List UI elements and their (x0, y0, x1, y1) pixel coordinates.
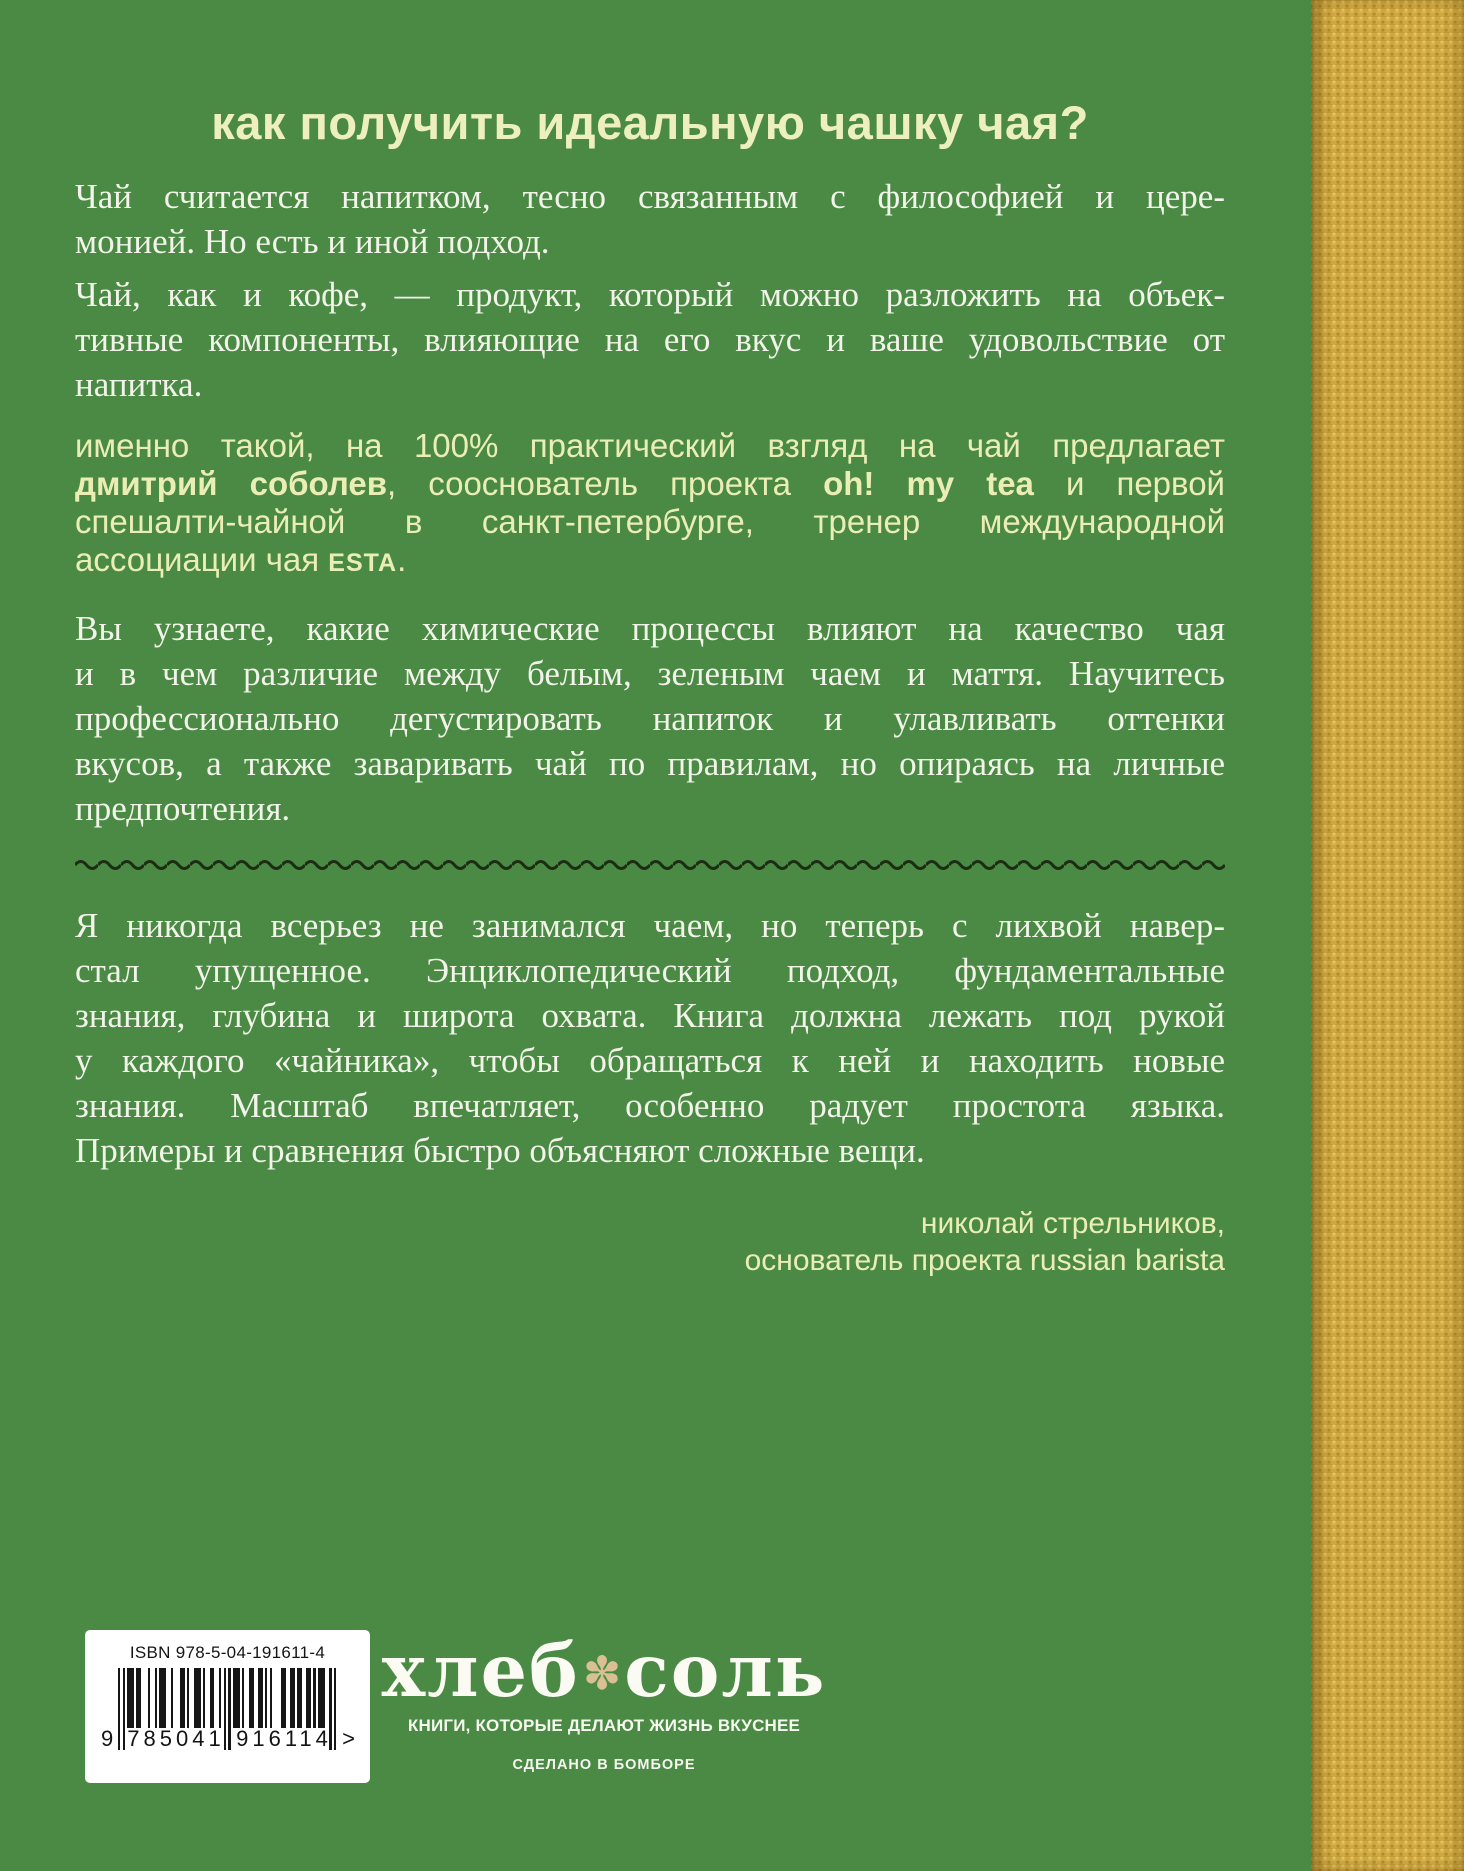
cover-text-column (75, 0, 1225, 1279)
attribution-role: основатель проекта russian barista (744, 1244, 1225, 1277)
benefits-line: профессионально дегустировать напиток и улавливать оттенки (75, 699, 1225, 738)
review-quote (75, 903, 1225, 1173)
intro-paragraph-2 (75, 272, 1225, 407)
cover-headline: как получить идеальную чашку чая? (211, 96, 1089, 149)
isbn-label: ISBN 978-5-04-191611-4 (129, 1643, 326, 1662)
quote-line: стал упущенное. Энциклопедический подход, фундаментальные (75, 951, 1225, 990)
flower-asterisk-icon: ✽ (582, 1646, 622, 1700)
quote-attribution (75, 1205, 1225, 1279)
publisher-block (304, 1628, 904, 1773)
author-line-text: и первой (1033, 465, 1225, 502)
project-name: oh! my tea (823, 465, 1034, 502)
barcode-digit-trail: > (342, 1726, 355, 1751)
quote-line: знания, глубина и широта охвата. Книга должна лежать под рукой (75, 996, 1225, 1035)
book-spine-cloth (1311, 0, 1464, 1871)
made-in-note: СДЕЛАНО В БОМБОРЕ (512, 1757, 696, 1773)
quote-line: у каждого «чайника», чтобы обращаться к ней и находить новые (75, 1041, 1225, 1080)
author-line-text: . (397, 541, 407, 578)
barcode-digits-right: 916114 (236, 1726, 332, 1751)
barcode-digits-left: 785041 (127, 1726, 225, 1751)
benefits-paragraph (75, 606, 1225, 831)
intro-line: Чай, как и кофе, — продукт, который можно разложить на объек- (75, 275, 1225, 314)
logo-word-khleb: хлеб (381, 1628, 580, 1714)
wavy-divider (75, 859, 1225, 871)
intro-line: тивные компоненты, влияющие на его вкус и ваше удовольствие от (75, 320, 1225, 359)
esta-acronym: ESTA (328, 549, 398, 577)
intro-line: напитка. (75, 365, 203, 404)
benefits-line: и в чем различие между белым, зеленым чаем и маття. Научитесь (75, 654, 1225, 693)
benefits-line: вкусов, а также заваривать чай по правилам, но опираясь на личные (75, 744, 1225, 783)
quote-line: знания. Масштаб впечатляет, особенно радует простота языка. (75, 1086, 1225, 1125)
quote-line: Я никогда всерьез не занимался чаем, но теперь с лихвой навер- (75, 906, 1225, 945)
author-line (75, 465, 1225, 503)
benefits-line: предпочтения. (75, 789, 291, 828)
barcode-digit-lead: 9 (101, 1726, 114, 1751)
author-line: спешалти-чайной в санкт-петербурге, тренер международной (75, 503, 1225, 540)
author-line-text: , сооснователь проекта (387, 465, 824, 502)
author-line (75, 541, 1225, 582)
intro-line: Чай считается напитком, тесно связанным с философией и цере- (75, 177, 1225, 216)
attribution-name: николай стрельников, (920, 1207, 1225, 1240)
author-paragraph (75, 427, 1225, 582)
benefits-line: Вы узнаете, какие химические процессы влияют на качество чая (75, 609, 1225, 648)
author-line-text: ассоциации чая (75, 541, 329, 578)
author-line: именно такой, на 100% практический взгляд на чай предлагает (75, 427, 1225, 464)
intro-paragraph-1 (75, 174, 1225, 264)
publisher-logo (304, 1628, 904, 1714)
quote-line: Примеры и сравнения быстро объясняют сложные вещи. (75, 1131, 925, 1170)
logo-word-sol: соль (624, 1628, 827, 1714)
author-name: дмитрий соболев (75, 465, 387, 502)
publisher-tagline: КНИГИ, КОТОРЫЕ ДЕЛАЮТ ЖИЗНЬ ВКУСНЕЕ (407, 1716, 801, 1735)
intro-line: монией. Но есть и иной подход. (75, 222, 550, 261)
